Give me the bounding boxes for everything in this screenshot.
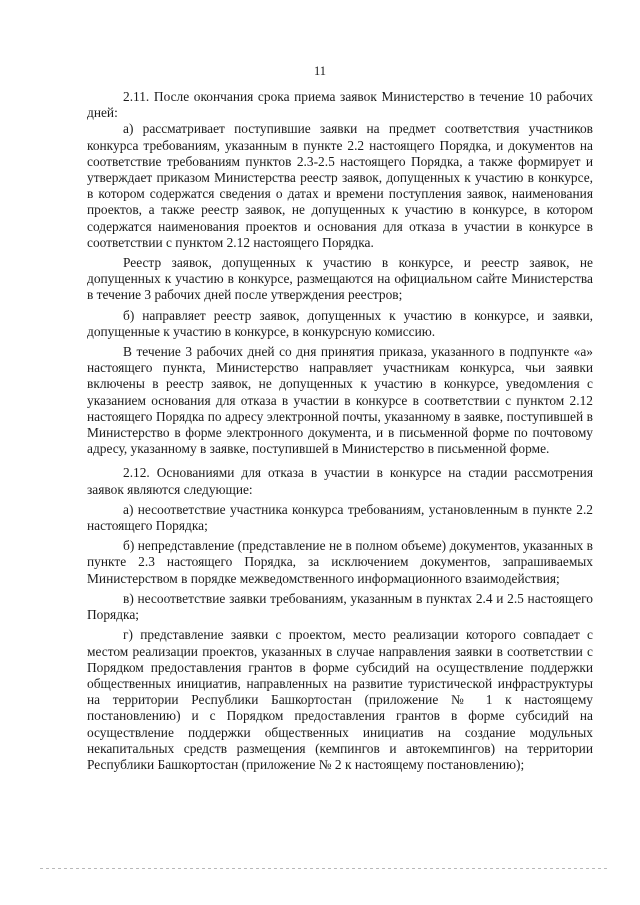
paragraph-2-12-b: б) непредставление (представление не в полном объеме) документов, указанных в пункте 2.3 настоящего Порядка, за исключением документов, запрашиваемых Министерством в порядке межведомственного информационного взаимодействия; (87, 538, 593, 586)
document-body (87, 89, 593, 773)
paragraph-2-12-g: г) представление заявки с проектом, место реализации которого совпадает с местом реализации проектов, указанных в случае направления заявки в соответствии с Порядком предоставления грантов в форме субсидий на осуществление поддержки общественных инициатив, направленных на развитие туристической инфраструктуры на территории Республики Башкортостан (приложение № 1 к настоящему постановлению) и с Порядком предоставления грантов в форме субсидий на осуществление поддержки общественных инициатив на создание модульных некапитальных средств размещения (кемпингов и автокемпингов) на территории Республики Башкортостан (приложение № 2 к настоящему постановлению); (87, 627, 593, 772)
paragraph-2-11-a: а) рассматривает поступившие заявки на предмет соответствия участников конкурса требованиям, указанным в пункте 2.2 настоящего Порядка, и документов на соответствие требованиям пунктов 2.3-2.5 настоящего Порядка, а также формирует и утверждает приказом Министерства реестр заявок, допущенных к участию в конкурсе, в котором содержатся сведения о датах и времени поступления заявок, наименования проектов, а также реестр заявок, не допущенных к участию в конкурсе, в котором содержатся наименования проектов и основания для отказа в участии в конкурсе в соответствии с пунктом 2.12 настоящего Порядка. (87, 121, 593, 250)
paragraph-2-11: 2.11. После окончания срока приема заявок Министерство в течение 10 рабочих дней: (87, 89, 593, 121)
page-number: 11 (313, 64, 327, 78)
paragraph-2-12: 2.12. Основаниями для отказа в участии в конкурсе на стадии рассмотрения заявок являются следующие: (87, 465, 593, 497)
paragraph-2-12-v: в) несоответствие заявки требованиям, указанным в пунктах 2.4 и 2.5 настоящего Порядка; (87, 590, 593, 623)
paragraph-notification: В течение 3 рабочих дней со дня принятия приказа, указанного в подпункте «а» настоящего пункта, Министерство направляет участникам конкурса, чьи заявки включены в реестр заявок, не допущенных к участию в конкурсе, уведомления с указанием основания для отказа в участии в конкурсе в соответствии с пунктом 2.12 настоящего Порядка по адресу электронной почты, указанному в заявке, поступившей в Министерство в форме электронного документа, и в письменной форме по почтовому адресу, указанному в заявке, поступившей в Министерство в письменной форме. (87, 344, 593, 457)
paragraph-registry-publication: Реестр заявок, допущенных к участию в конкурсе, и реестр заявок, не допущенных к участию в конкурсе, размещаются на официальном сайте Министерства в течение 3 рабочих дней после утверждения реестров; (87, 255, 593, 303)
scan-artifact-line (40, 868, 610, 869)
paragraph-2-12-a: а) несоответствие участника конкурса требованиям, установленным в пункте 2.2 настоящего Порядка; (87, 501, 593, 534)
paragraph-2-11-b: б) направляет реестр заявок, допущенных к участию в конкурсе, и заявки, допущенные к участию в конкурсе, в конкурсную комиссию. (87, 307, 593, 339)
